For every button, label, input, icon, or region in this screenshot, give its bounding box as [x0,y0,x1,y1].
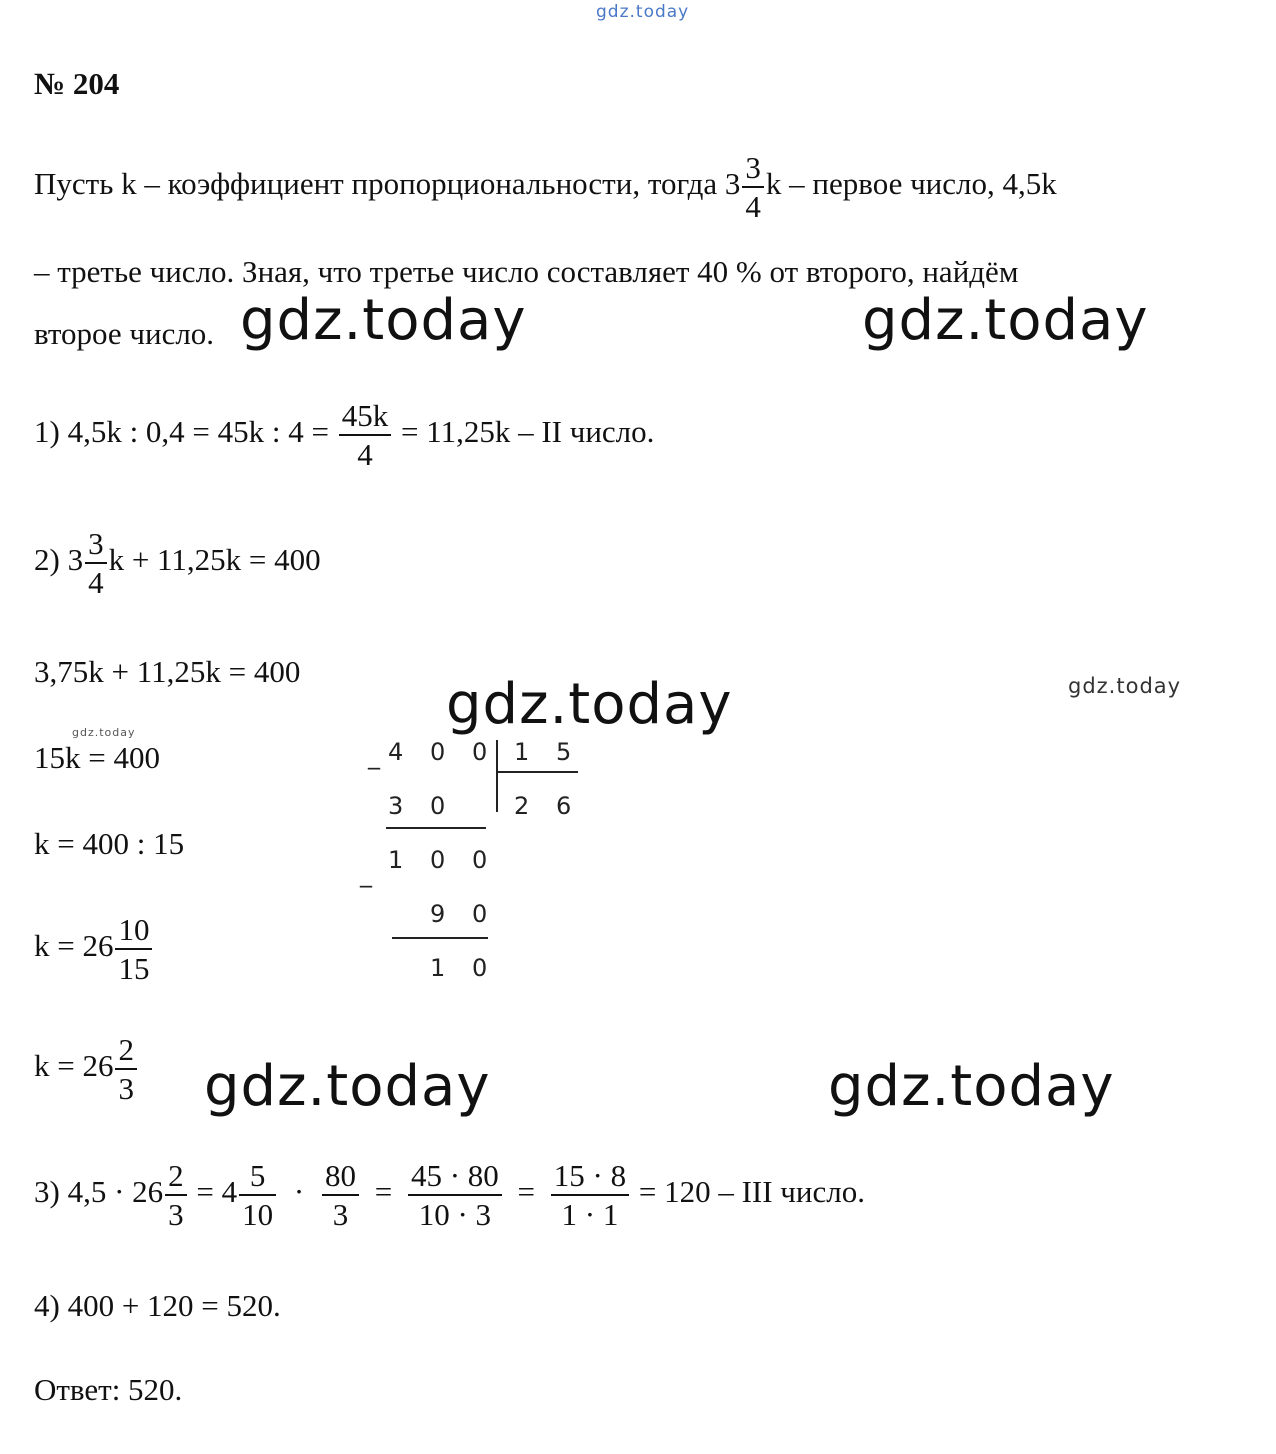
equation-4 [34,914,154,984]
step-1-text-a: 1) 4,5k : 0,4 = 45k : 4 = [34,414,330,450]
fraction-numerator: 15 · 8 [551,1160,629,1196]
fraction-denominator: 3 [332,1197,349,1232]
subtrahend-digit: 9 [430,900,446,928]
step-2-text-b: k + 11,25k = 400 [108,542,321,578]
problem-number: № 204 [34,66,120,101]
fraction-numerator: 80 [322,1160,359,1196]
fraction-80-3 [322,1160,359,1230]
step-2 [34,528,321,598]
fraction-denominator: 15 [118,951,150,986]
fraction-denominator: 4 [88,565,104,600]
watermark-small: gdz.today [1068,674,1182,698]
fraction-numerator: 5 [239,1160,276,1196]
step-1 [34,400,654,470]
subtrahend-digit: 0 [430,792,446,820]
intro-line-3: второе число. [34,316,215,351]
equation-2: 15k = 400 [34,740,160,775]
fraction-denominator: 10 [242,1197,274,1232]
watermark-big-4: gdz.today [204,1054,491,1119]
step-1-text-b: = 11,25k – II число. [401,414,655,450]
equation-5-text: k = 26 [34,1048,114,1084]
division-horizontal-line [498,771,578,773]
answer: Ответ: 520. [34,1372,183,1407]
remainder-digit: 0 [430,846,446,874]
dividend-digit: 0 [472,738,488,766]
subtrahend-digit: 3 [388,792,404,820]
fraction-numerator: 2 [165,1160,187,1196]
final-remainder-digit: 0 [472,954,488,982]
fraction-3-4 [742,152,764,222]
equation-5 [34,1034,139,1104]
step-3 [34,1160,865,1230]
fraction-numerator: 45 · 80 [408,1160,502,1196]
intro-line-1-text-b: k – первое число, 4,5k [765,166,1057,202]
fraction-denominator: 4 [745,189,761,224]
subtraction-line-2 [392,937,488,939]
fraction-15x8-1x1 [551,1160,629,1230]
fraction-denominator: 1 · 1 [561,1197,619,1232]
equation-4-text: k = 26 [34,928,114,964]
final-remainder-digit: 1 [430,954,446,982]
division-vertical-line [496,740,498,812]
watermark-big-2: gdz.today [862,288,1149,353]
watermark-big-1: gdz.today [240,288,527,353]
intro-line-1 [34,152,1057,222]
equation-3: k = 400 : 15 [34,826,185,861]
fraction-denominator: 3 [168,1197,184,1232]
fraction-denominator: 4 [357,437,373,472]
fraction-5-10 [239,1160,276,1230]
subtraction-line-1 [386,827,486,829]
fraction-denominator: 10 · 3 [418,1197,492,1232]
fraction-numerator: 45k [339,400,392,436]
fraction-3-4-step2 [85,528,107,598]
fraction-45x80-10x3 [408,1160,502,1230]
step-3-text-b: = 4 [196,1174,238,1210]
fraction-numerator: 3 [742,152,764,188]
remainder-digit: 1 [388,846,404,874]
watermark-big-3: gdz.today [446,672,733,737]
watermark-big-5: gdz.today [828,1054,1115,1119]
divisor-digit: 1 [514,738,530,766]
fraction-10-15 [115,914,152,984]
fraction-numerator: 3 [85,528,107,564]
quotient-digit: 6 [556,792,572,820]
equation-1: 3,75k + 11,25k = 400 [34,654,301,689]
subtrahend-digit: 0 [472,900,488,928]
step-3-text-g: = 120 – III число. [638,1174,865,1210]
fraction-numerator: 10 [115,914,152,950]
fraction-45k-4 [339,400,392,470]
remainder-digit: 0 [472,846,488,874]
watermark-top: gdz.today [596,2,690,22]
fraction-2-3 [115,1034,137,1104]
fraction-numerator: 2 [115,1034,137,1070]
dividend-digit: 4 [388,738,404,766]
step-2-text-a: 2) 3 [34,542,84,578]
intro-line-2: – третье число. Зная, что третье число составляет 40 % от второго, найдём [34,254,1019,289]
long-division-minus-2: _ [360,860,372,888]
step-3-text-a: 3) 4,5 · 26 [34,1174,164,1210]
watermark-tiny: gdz.today [72,726,136,739]
divisor-digit: 5 [556,738,572,766]
quotient-digit: 2 [514,792,530,820]
step-3-text-d: = [374,1174,393,1210]
long-division-minus-1: _ [368,742,380,770]
intro-line-1-text-a: Пусть k – коэффициент пропорциональности, тогда 3 [34,166,741,202]
step-3-text-c: · [293,1174,305,1210]
step-4: 4) 400 + 120 = 520. [34,1288,281,1323]
dividend-digit: 0 [430,738,446,766]
step-3-text-e: = [517,1174,536,1210]
fraction-2-3-step3 [165,1160,187,1230]
fraction-denominator: 3 [118,1071,134,1106]
